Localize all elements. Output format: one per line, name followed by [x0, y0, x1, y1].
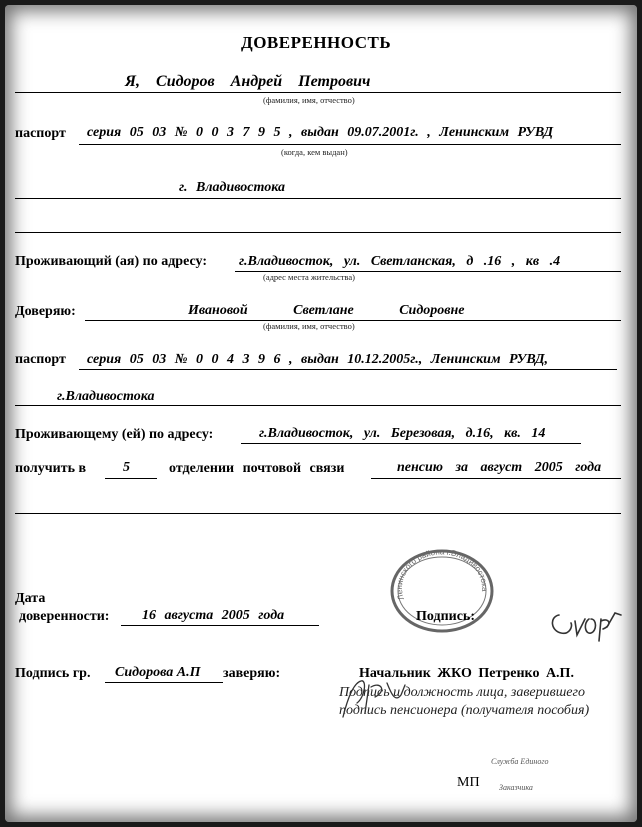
stamp-text: Ленинского района г.Владивостока	[394, 547, 490, 602]
principal-passport-value: серия 05 03 № 0 0 3 7 9 5 , выдан 09.07.2001г. , Ленинским РУВД	[87, 125, 554, 140]
principal-address-caption: (адрес места жительства)	[263, 272, 355, 282]
trustee-passport-city: г.Владивостока	[57, 389, 155, 404]
small-stamp-line1: Служба Единого	[491, 757, 549, 766]
principal-name-line	[15, 92, 621, 93]
trustee-passport-label: паспорт	[15, 352, 66, 367]
receive-number: 5	[123, 460, 130, 475]
trustee-city-line	[15, 405, 621, 406]
principal-passport-label: паспорт	[15, 126, 66, 141]
document-title: ДОВЕРЕННОСТЬ	[241, 33, 392, 52]
principal-name: Я, Сидоров Андрей Петрович	[125, 73, 371, 90]
principal-address-label: Проживающий (ая) по адресу:	[15, 254, 207, 269]
receive-number-line	[105, 478, 157, 479]
trustee-passport-line	[79, 369, 617, 370]
certify-official: Начальник ЖКО Петренко А.П.	[359, 666, 574, 681]
date-label-line2: доверенности:	[19, 609, 110, 624]
trustee-address-label: Проживающему (ей) по адресу:	[15, 427, 214, 442]
date-value: 16 августа 2005 года	[142, 608, 285, 623]
trustee-name: Ивановой Светлане Сидоровне	[188, 303, 465, 318]
date-label-line1: Дата	[15, 591, 46, 606]
handwritten-signature	[545, 601, 623, 647]
svg-text:Ленинского района г.Владивосто	[395, 547, 489, 601]
receive-label-after: отделении почтовой связи	[169, 461, 345, 476]
trustee-passport-value: серия 05 03 № 0 0 4 3 9 6 , выдан 10.12.2005г., Ленинским РУВД,	[87, 352, 549, 367]
principal-address-value: г.Владивосток, ул. Светланская, д .16 , кв .4	[239, 254, 561, 269]
signature-label: Подпись:	[416, 609, 475, 624]
document-sheet	[5, 5, 637, 822]
certify-name: Сидорова А.П	[115, 665, 201, 680]
trustee-address-value: г.Владивосток, ул. Березовая, д.16, кв. 14	[259, 426, 546, 441]
official-signature	[335, 673, 415, 723]
receive-what-line	[371, 478, 621, 479]
receive-label-before: получить в	[15, 461, 87, 476]
principal-city-line	[15, 198, 621, 199]
certify-name-line	[105, 682, 223, 683]
mp-label: МП	[457, 775, 480, 790]
principal-passport-caption: (когда, кем выдан)	[281, 147, 348, 157]
certify-label-after: заверяю:	[223, 666, 281, 681]
blank-line	[15, 232, 621, 233]
certify-label-before: Подпись гр.	[15, 666, 91, 681]
small-stamp-line2: Заказчика	[499, 783, 533, 792]
receive-blank-line	[15, 513, 621, 514]
certify-note-line1: Подпись и должность лица, заверившего	[339, 685, 585, 700]
trustee-name-caption: (фамилия, имя, отчество)	[263, 321, 355, 331]
certify-note-line2: подпись пенсионера (получателя пособия)	[339, 703, 590, 718]
trustee-address-line	[241, 443, 581, 444]
trustee-label: Доверяю:	[15, 304, 76, 319]
principal-passport-line	[79, 144, 621, 145]
principal-name-caption: (фамилия, имя, отчество)	[263, 95, 355, 105]
date-line	[121, 625, 319, 626]
receive-what: пенсию за август 2005 года	[397, 460, 602, 475]
principal-passport-city: г. Владивостока	[179, 180, 285, 195]
